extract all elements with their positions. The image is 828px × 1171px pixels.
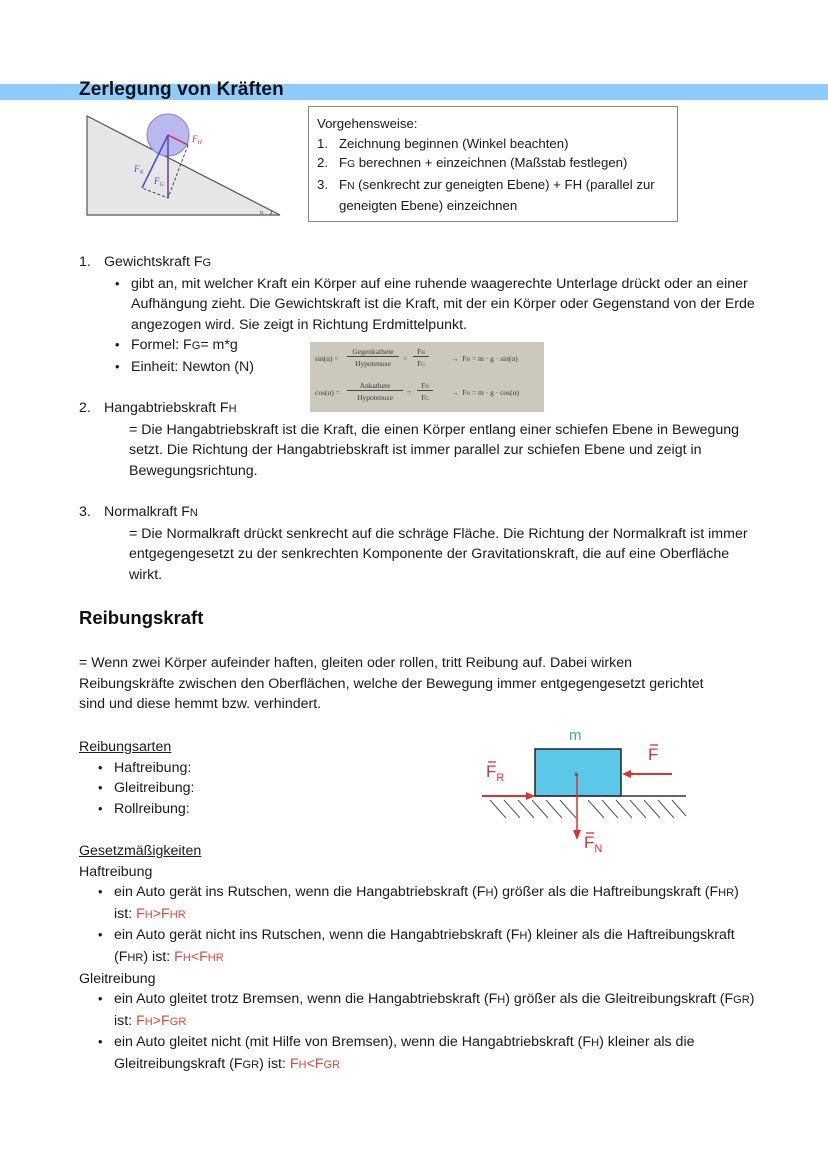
force-title: Normalkraft F [104, 504, 190, 520]
law-relation: FH<FGR [289, 1055, 341, 1072]
reibung-intro: = Wenn zwei Körper aufeinder haften, gleiten oder rollen, tritt Reibung auf. Dabei wirken Reibungskräfte zwischen den Oberflächen, welche der Bewegung immer entgegengesetzt gerichtet sind und diese hemmt bzw. verhindert. [79, 655, 704, 713]
reibungsarten-block [79, 737, 459, 819]
law-relation: FH<FHR [174, 948, 224, 965]
fr-label: $F_R$ [486, 762, 505, 784]
section-title-zerlegung: Zerlegung von Kräften [79, 79, 284, 100]
friction-block-diagram [480, 720, 695, 860]
law-item: • ein Auto gleitet nicht (mit Hilfe von Bremsen), wenn die Hangabtriebskraft (FH) kleiner als die Gleitreibungskraft (FGR) ist: FH<FGR [98, 1032, 758, 1075]
svg-text:×: × [574, 770, 579, 779]
law-name-gleitreibung: Gleitreibung [79, 970, 156, 987]
fg-label: $F_G$ [154, 176, 164, 188]
mass-label: m [569, 727, 582, 744]
law-item: • ein Auto gleitet trotz Bremsen, wenn die Hangabtriebskraft (FH) größer als die Gleitreibungskraft (FGR) ist: FH>FGR [98, 989, 758, 1032]
section-title-reibungskraft: Reibungskraft [79, 607, 204, 628]
force-title: Gewichtskraft F [104, 254, 203, 270]
law-name-haftreibung: Haftreibung [79, 863, 153, 880]
friction-type-item: • Haftreibung: [98, 758, 459, 779]
fh-label: $F_H$ [192, 134, 202, 146]
force-item-gewichtskraft: 1. Gewichtskraft FG • gibt an, mit welcher Kraft ein Körper auf eine ruhende waagerechte Unterlage drückt oder an einer Aufhängung zieht. Die Gewichtskraft ist die Kraft, mit der ein Körper oder Gegenstand von der Erde angezogen wird. Sie zeigt in Richtung Erdmittelpunkt. • Formel: FG= m*g • Einheit: Newton (N) [79, 252, 759, 378]
gesetzmaessigkeiten-block [79, 841, 769, 1076]
procedure-box [308, 106, 678, 222]
friction-type-item: • Rollreibung: [98, 799, 459, 820]
bullet-item: • Einheit: Newton (N) [115, 357, 755, 378]
procedure-step-3: 3. FN (senkrecht zur geneigten Ebene) + FH (parallel zur geneigten Ebene) einzeichnen [317, 176, 655, 213]
force-item-hangabtriebskraft: 2. Hangabtriebskraft FH = Die Hangabtriebskraft ist die Kraft, die einen Körper entlang einer schiefen Ebene in Bewegung setzt. Die Richtung der Hangabtriebskraft ist immer parallel zur schiefen Ebene und zeigt in Bewegungsrichtung. [79, 398, 759, 481]
bullet-item: • gibt an, mit welcher Kraft ein Körper auf eine ruhende waagerechte Unterlage drückt oder an einer Aufhängung zieht. Die Gewichtskraft ist die Kraft, mit der ein Körper oder Gegenstand von der Erde angezogen wird. Sie zeigt in Richtung Erdmittelpunkt. [115, 274, 755, 336]
reibungsarten-heading: Reibungsarten [79, 739, 172, 755]
law-item: • ein Auto gerät nicht ins Rutschen, wenn die Hangabtriebskraft (FH) kleiner als die Haftreibungskraft (FHR) ist: FH<FHR [98, 925, 758, 968]
force-description: = Die Normalkraft drückt senkrecht auf die schräge Fläche. Die Richtung der Normalkraft ist immer entgegengesetzt zu der senkrechten Komponente der Gravitationskraft, die auf eine Oberfläche wirkt. [129, 525, 748, 583]
procedure-step-1: 1. Zeichnung beginnen (Winkel beachten) [317, 135, 569, 151]
law-relation: FH>FHR [136, 905, 186, 922]
law-item: • ein Auto gerät ins Rutschen, wenn die Hangabtriebskraft (FH) größer als die Haftreibungskraft (FHR) ist: FH>FHR [98, 882, 758, 925]
procedure-step-2: 2. FG berechnen + einzeichnen (Maßstab festlegen) [317, 155, 628, 170]
bullet-item: • Formel: FG= m*g [115, 335, 755, 357]
laws-heading: Gesetzmäßigkeiten [79, 843, 202, 859]
procedure-heading: Vorgehensweise: [317, 116, 418, 131]
inclined-plane-diagram [84, 108, 284, 220]
force-description: = Die Hangabtriebskraft ist die Kraft, die einen Körper entlang einer schiefen Ebene in Bewegung setzt. Die Richtung der Hangabtriebskraft ist immer parallel zur schiefen Ebene und zeigt in Bewegungsrichtung. [129, 421, 740, 479]
fn-label: $F_N$ [134, 164, 144, 176]
force-item-normalkraft: 3. Normalkraft FN = Die Normalkraft drückt senkrecht auf die schräge Fläche. Die Richtung der Normalkraft ist immer entgegengesetzt zu der senkrechten Komponente der Gravitationskraft, die auf eine Oberfläche wirkt. [79, 502, 759, 585]
trig-formula-image: sin(α) = Gegenkathete Hypotenuse = FH FG → FH = m · g · sin(α) cos(α) = Ankathete Hypotenuse = FN FG → FN = m · g · cos(α) [310, 342, 544, 412]
friction-type-item: • Gleitreibung: [98, 778, 459, 799]
fn-label: $F_N$ [584, 833, 603, 855]
law-relation: FH>FGR [136, 1012, 187, 1029]
force-title: Hangabtriebskraft F [104, 400, 229, 416]
f-label: F [648, 745, 659, 764]
angle-alpha-label: α [260, 210, 264, 216]
